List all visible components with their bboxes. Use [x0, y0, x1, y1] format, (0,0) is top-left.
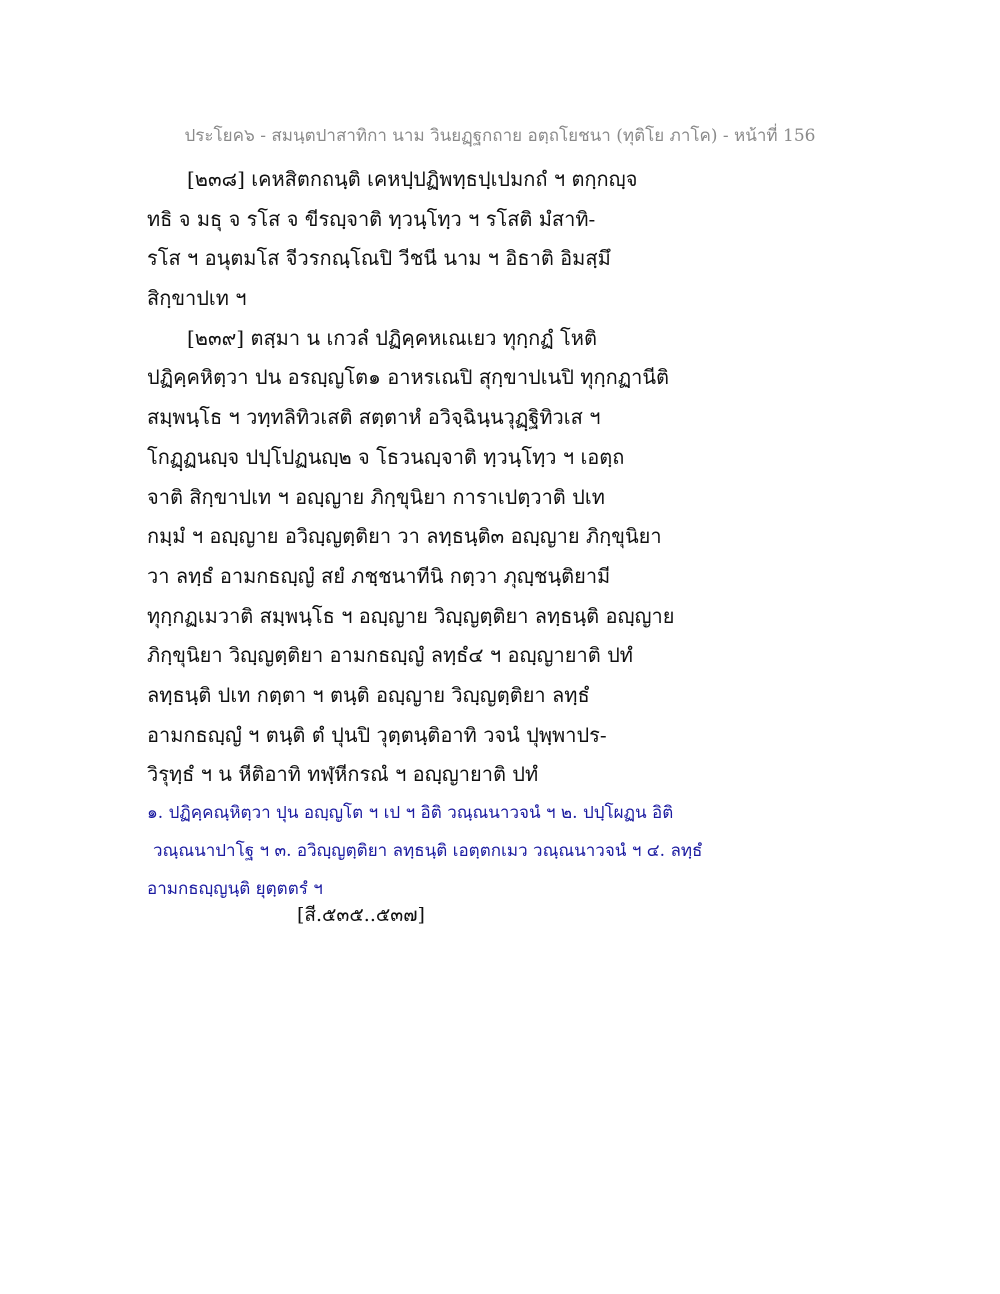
footnotes: [147, 794, 847, 908]
footnote-line-1: ๑. ปฏิคฺคณฺหิตฺวา ปุน อญฺญโต ฯ เป ฯ อิติ วณฺณนาวจนํ ฯ ๒. ปปฺโผฏน อิติ: [147, 803, 674, 823]
paragraph-239-line-1: [๒๓๙] ตสฺมา น เกวลํ ปฏิคฺคหเณเยว ทุกฺกฏํ โหติ: [187, 325, 597, 350]
paragraph-238-line-2: ทธิ จ มธุ จ รโส จ ขีรญฺจาติ ทฺวนฺโทฺว ฯ รโสติ มํสาทิ-: [147, 206, 596, 231]
paragraph-239-line-9: ภิกฺขุนิยา วิญฺญตฺติยา อามกธญฺญํ ลทฺธํ๔ ฯ อญฺญายาติ ปทํ: [147, 643, 633, 668]
paragraph-239-line-8: ทุกฺกฏเมวาติ สมฺพนฺโธ ฯ อญฺญาย วิญฺญตฺติยา ลทฺธนฺติ อญฺญาย: [147, 603, 675, 628]
paragraph-239-line-10: ลทฺธนฺติ ปเท กตฺตา ฯ ตนฺติ อญฺญาย วิญฺญตฺติยา ลทฺธํ: [147, 682, 590, 707]
page-header: ประโยค๖ - สมนฺตปาสาทิกา นาม วินยฏฺฐกถาย อตฺถโยชนา (ทุติโย ภาโค) - หน้าที่ 156: [184, 126, 816, 146]
paragraph-239-line-11: อามกธญฺญํ ฯ ตนฺติ ตํ ปุนปิ วุตฺตนฺติอาทิ วจนํ ปุพฺพาปร-: [147, 722, 607, 747]
paragraph-238-line-3: รโส ฯ อนุตมโส จีวรกณฺโณปิ วีชนี นาม ฯ อิธาติ อิมสฺมึ: [147, 246, 611, 271]
paragraph-238-line-4: สิกฺขาปเท ฯ: [147, 286, 247, 311]
footnote-line-2: วณฺณนาปาโฐ ฯ ๓. อวิญฺญตฺติยา ลทฺธนฺติ เอตฺตกเมว วณฺณนาวจนํ ฯ ๔. ลทฺธํ: [153, 841, 703, 861]
paragraph-238-line-1: [๒๓๘] เคหสิตกถนฺติ เคหปฺปฏิพทฺธปฺเปมกถํ ฯ ตกฺกญฺจ: [187, 167, 638, 191]
footnote-line-3: อามกธญฺญนฺติ ยุตฺตตรํ ฯ: [147, 879, 323, 899]
source-reference: [สี.๕๓๕..๕๓๗]: [297, 904, 425, 926]
paragraph-239-line-4: โกฏฺฏนญฺจ ปปฺโปฏนญฺ๒ จ โธวนญฺจาติ ทฺวนฺโทฺว ฯ เอตฺถ: [147, 444, 625, 469]
body-text: [147, 160, 847, 795]
paragraph-239-line-12: วิรุทฺธํ ฯ น หีติอาทิ ทฬฺหีกรณํ ฯ อญฺญายาติ ปทํ: [147, 762, 539, 787]
paragraph-239-line-6: กมฺมํ ฯ อญฺญาย อวิญฺญตฺติยา วา ลทฺธนฺติ๓ อญฺญาย ภิกฺขุนิยา: [147, 524, 662, 549]
paragraph-239-line-7: วา ลทฺธํ อามกธญฺญํ สยํ ภชฺชนาทีนิ กตฺวา ภุญฺชนฺติยามี: [147, 563, 611, 588]
paragraph-239-line-5: จาติ สิกฺขาปเท ฯ อญฺญาย ภิกฺขุนิยา การาเปตฺวาติ ปเท: [147, 484, 605, 509]
paragraph-239-line-3: สมฺพนฺโธ ฯ วทฺทลิทิวเสติ สตฺตาหํ อวิจฺฉินฺนวุฏฺฐิทิวเส ฯ: [147, 405, 601, 430]
paragraph-239-line-2: ปฏิคฺคหิตฺวา ปน อรญฺญโต๑ อาหรเณปิ สุกฺขาปเนปิ ทุกฺกฏานีติ: [147, 365, 670, 390]
